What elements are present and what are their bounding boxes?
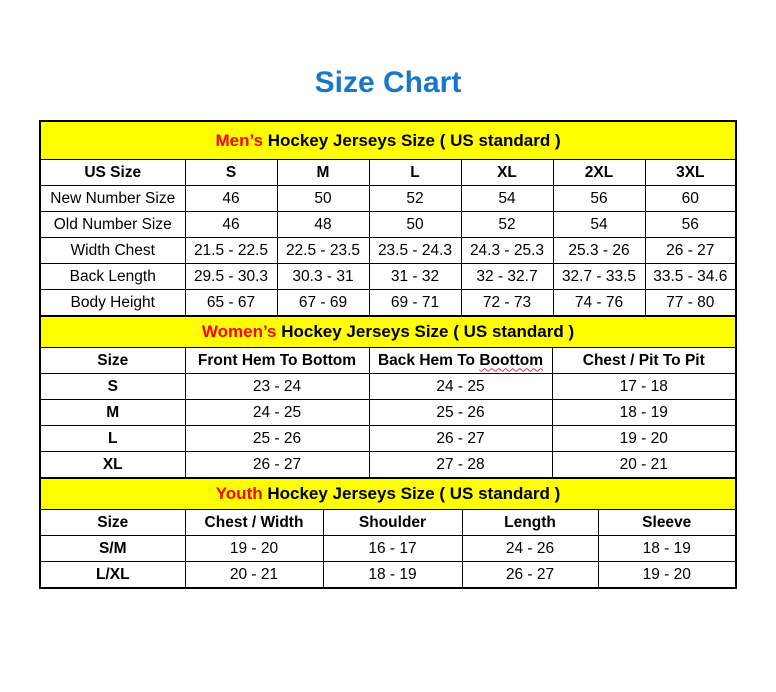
- youth-section-title-rest: Hockey Jerseys Size ( US standard ): [262, 484, 561, 503]
- row-label: New Number Size: [40, 186, 185, 212]
- data-cell: 17 - 18: [552, 374, 736, 400]
- row-label: S/M: [40, 536, 185, 562]
- womens-section-title-highlight: Women’s: [201, 322, 277, 341]
- data-cell: 33.5 - 34.6: [645, 264, 736, 290]
- data-cell: 72 - 73: [461, 290, 553, 317]
- data-cell: 24 - 26: [462, 536, 598, 562]
- data-cell: 23.5 - 24.3: [369, 238, 461, 264]
- mens-section-title-rest: Hockey Jerseys Size ( US standard ): [263, 130, 561, 150]
- data-cell: 52: [461, 212, 553, 238]
- table-row: [40, 452, 736, 479]
- youth-section-title: [40, 478, 736, 510]
- column-header: Chest / Width: [185, 510, 323, 536]
- data-cell: 54: [461, 186, 553, 212]
- data-cell: 24 - 25: [185, 400, 369, 426]
- table-row: [40, 264, 736, 290]
- womens-section-title: [40, 316, 736, 348]
- data-cell: 25.3 - 26: [553, 238, 645, 264]
- data-cell: 27 - 28: [369, 452, 552, 479]
- size-chart-tables: [39, 120, 735, 589]
- table-row: [40, 238, 736, 264]
- data-cell: 19 - 20: [598, 562, 736, 589]
- data-cell: 26 - 27: [369, 426, 552, 452]
- data-cell: 25 - 26: [369, 400, 552, 426]
- youth-section-title-highlight: Youth: [215, 484, 263, 503]
- column-header: Shoulder: [323, 510, 462, 536]
- mens-band-row: [40, 121, 736, 160]
- data-cell: 32.7 - 33.5: [553, 264, 645, 290]
- row-label: M: [40, 400, 185, 426]
- data-cell: 56: [553, 186, 645, 212]
- data-cell: 18 - 19: [552, 400, 736, 426]
- youth-size-table: [39, 477, 737, 589]
- data-cell: 18 - 19: [598, 536, 736, 562]
- data-cell: 26 - 27: [185, 452, 369, 479]
- data-cell: 67 - 69: [277, 290, 369, 317]
- data-cell: 65 - 67: [185, 290, 277, 317]
- data-cell: 60: [645, 186, 736, 212]
- data-cell: 20 - 21: [185, 562, 323, 589]
- table-row: [40, 400, 736, 426]
- data-cell: 16 - 17: [323, 536, 462, 562]
- column-header: M: [277, 160, 369, 186]
- column-header: Chest / Pit To Pit: [552, 348, 736, 374]
- table-row: [40, 374, 736, 400]
- column-header: Sleeve: [598, 510, 736, 536]
- table-row: [40, 426, 736, 452]
- data-cell: 31 - 32: [369, 264, 461, 290]
- data-cell: 20 - 21: [552, 452, 736, 479]
- column-header: 2XL: [553, 160, 645, 186]
- misspelled-word: Boottom: [479, 351, 544, 369]
- youth-header-row: [40, 510, 736, 536]
- column-header: Size: [40, 510, 185, 536]
- column-header: 3XL: [645, 160, 736, 186]
- womens-size-table: [39, 315, 737, 479]
- mens-section-title: [40, 121, 736, 160]
- data-cell: 26 - 27: [645, 238, 736, 264]
- data-cell: 26 - 27: [462, 562, 598, 589]
- row-label: Width Chest: [40, 238, 185, 264]
- row-label: L: [40, 426, 185, 452]
- data-cell: 29.5 - 30.3: [185, 264, 277, 290]
- page-title: Size Chart: [314, 66, 462, 99]
- womens-band-row: [40, 316, 736, 348]
- data-cell: 24 - 25: [369, 374, 552, 400]
- row-label: XL: [40, 452, 185, 479]
- data-cell: 50: [369, 212, 461, 238]
- row-label: Body Height: [40, 290, 185, 317]
- mens-header-row: [40, 160, 736, 186]
- data-cell: 54: [553, 212, 645, 238]
- row-label: S: [40, 374, 185, 400]
- column-header: Front Hem To Bottom: [185, 348, 369, 374]
- table-row: [40, 536, 736, 562]
- data-cell: 32 - 32.7: [461, 264, 553, 290]
- data-cell: 19 - 20: [552, 426, 736, 452]
- row-label: Back Length: [40, 264, 185, 290]
- data-cell: 50: [277, 186, 369, 212]
- column-header-misspelled: [369, 348, 552, 374]
- youth-band-row: [40, 478, 736, 510]
- column-header: US Size: [40, 160, 185, 186]
- table-row: [40, 562, 736, 589]
- data-cell: 24.3 - 25.3: [461, 238, 553, 264]
- column-header: Length: [462, 510, 598, 536]
- data-cell: 56: [645, 212, 736, 238]
- data-cell: 74 - 76: [553, 290, 645, 317]
- column-header: XL: [461, 160, 553, 186]
- column-header: L: [369, 160, 461, 186]
- back-hem-prefix: Back Hem To: [377, 351, 480, 369]
- mens-size-table: [39, 120, 737, 317]
- data-cell: 22.5 - 23.5: [277, 238, 369, 264]
- data-cell: 21.5 - 22.5: [185, 238, 277, 264]
- column-header: S: [185, 160, 277, 186]
- data-cell: 25 - 26: [185, 426, 369, 452]
- table-row: [40, 290, 736, 317]
- data-cell: 23 - 24: [185, 374, 369, 400]
- data-cell: 30.3 - 31: [277, 264, 369, 290]
- data-cell: 77 - 80: [645, 290, 736, 317]
- data-cell: 69 - 71: [369, 290, 461, 317]
- table-row: [40, 186, 736, 212]
- data-cell: 18 - 19: [323, 562, 462, 589]
- table-row: [40, 212, 736, 238]
- data-cell: 46: [185, 186, 277, 212]
- mens-section-title-highlight: Men’s: [215, 130, 263, 150]
- data-cell: 46: [185, 212, 277, 238]
- data-cell: 19 - 20: [185, 536, 323, 562]
- row-label: Old Number Size: [40, 212, 185, 238]
- column-header: Size: [40, 348, 185, 374]
- data-cell: 52: [369, 186, 461, 212]
- womens-section-title-rest: Hockey Jerseys Size ( US standard ): [276, 322, 575, 341]
- row-label: L/XL: [40, 562, 185, 589]
- data-cell: 48: [277, 212, 369, 238]
- womens-header-row: [40, 348, 736, 374]
